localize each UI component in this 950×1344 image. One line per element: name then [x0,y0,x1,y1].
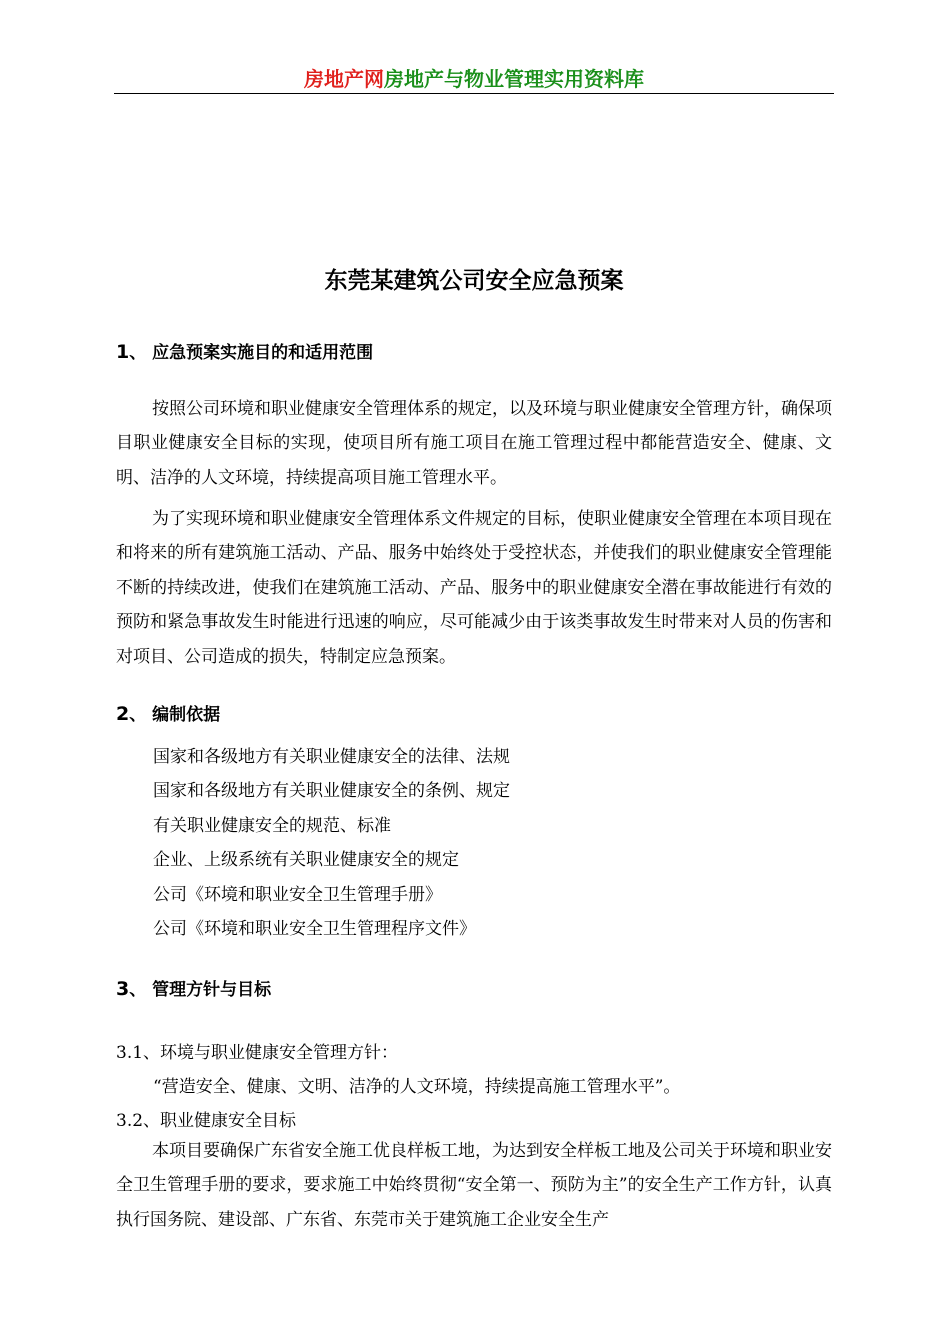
basis-list [153,740,510,946]
section-title: 编制依据 [152,705,221,725]
list-item: 国家和各级地方有关职业健康安全的法律、法规 [153,747,510,767]
section-separator: 、 [129,343,147,363]
section1-paragraph-1: 按照公司环境和职业健康安全管理体系的规定，以及环境与职业健康安全管理方针，确保项目职业健康安全目标的实现，使项目所有施工项目在施工管理过程中都能营造安全、健康、文明、洁净的人文环境，持续提高项目施工管理水平。 [116,399,832,488]
section-number: 1 [116,341,130,363]
section-heading-3 [116,975,271,1000]
subsection-3-2: 3.2、职业健康安全目标 [116,1111,297,1131]
section-title: 应急预案实施目的和适用范围 [152,343,374,363]
section-title: 管理方针与目标 [152,980,272,1000]
section-number: 2 [116,703,130,725]
section-heading-1 [116,338,373,363]
document-title: 东莞某建筑公司安全应急预案 [324,268,624,294]
section1-paragraph-2: 为了实现环境和职业健康安全管理体系文件规定的目标，使职业健康安全管理在本项目现在和将来的所有建筑施工活动、产品、服务中始终处于受控状态，并使我们的职业健康安全管理能不断的持续改进，使我们在建筑施工活动、产品、服务中的职业健康安全潜在事故能进行有效的预防和紧急事故发生时能进行迅速的响应，尽可能减少由于该类事故发生时带来对人员的伤害和对项目、公司造成的损失，特制定应急预案。 [116,509,832,667]
section-number: 3 [116,978,130,1000]
list-item: 企业、上级系统有关职业健康安全的规定 [153,850,459,871]
section-separator: 、 [129,980,147,1000]
list-item: 公司《环境和职业安全卫生管理程序文件》 [153,919,476,940]
section-heading-2 [116,700,220,725]
subsection-3-1: 3.1、环境与职业健康安全管理方针： [116,1043,399,1063]
section-separator: 、 [129,705,147,725]
header-brand-green: 房地产与物业管理实用资料库 [384,67,644,91]
header-brand-red: 房地产网 [304,67,384,91]
section3-paragraph: 本项目要确保广东省安全施工优良样板工地，为达到安全样板工地及公司关于环境和职业安全卫生管理手册的要求，要求施工中始终贯彻“安全第一、预防为主”的安全生产工作方针，认真执行国务院、建设部、广东省、东莞市关于建筑施工企业安全生产 [116,1141,832,1230]
policy-statement: “营造安全、健康、文明、洁净的人文环境，持续提高施工管理水平”。 [153,1077,681,1097]
list-item: 公司《环境和职业安全卫生管理手册》 [153,884,442,905]
header-divider [114,93,834,94]
list-item: 国家和各级地方有关职业健康安全的条例、规定 [153,781,510,802]
list-item: 有关职业健康安全的规范、标准 [153,815,391,836]
page-header [114,66,834,92]
